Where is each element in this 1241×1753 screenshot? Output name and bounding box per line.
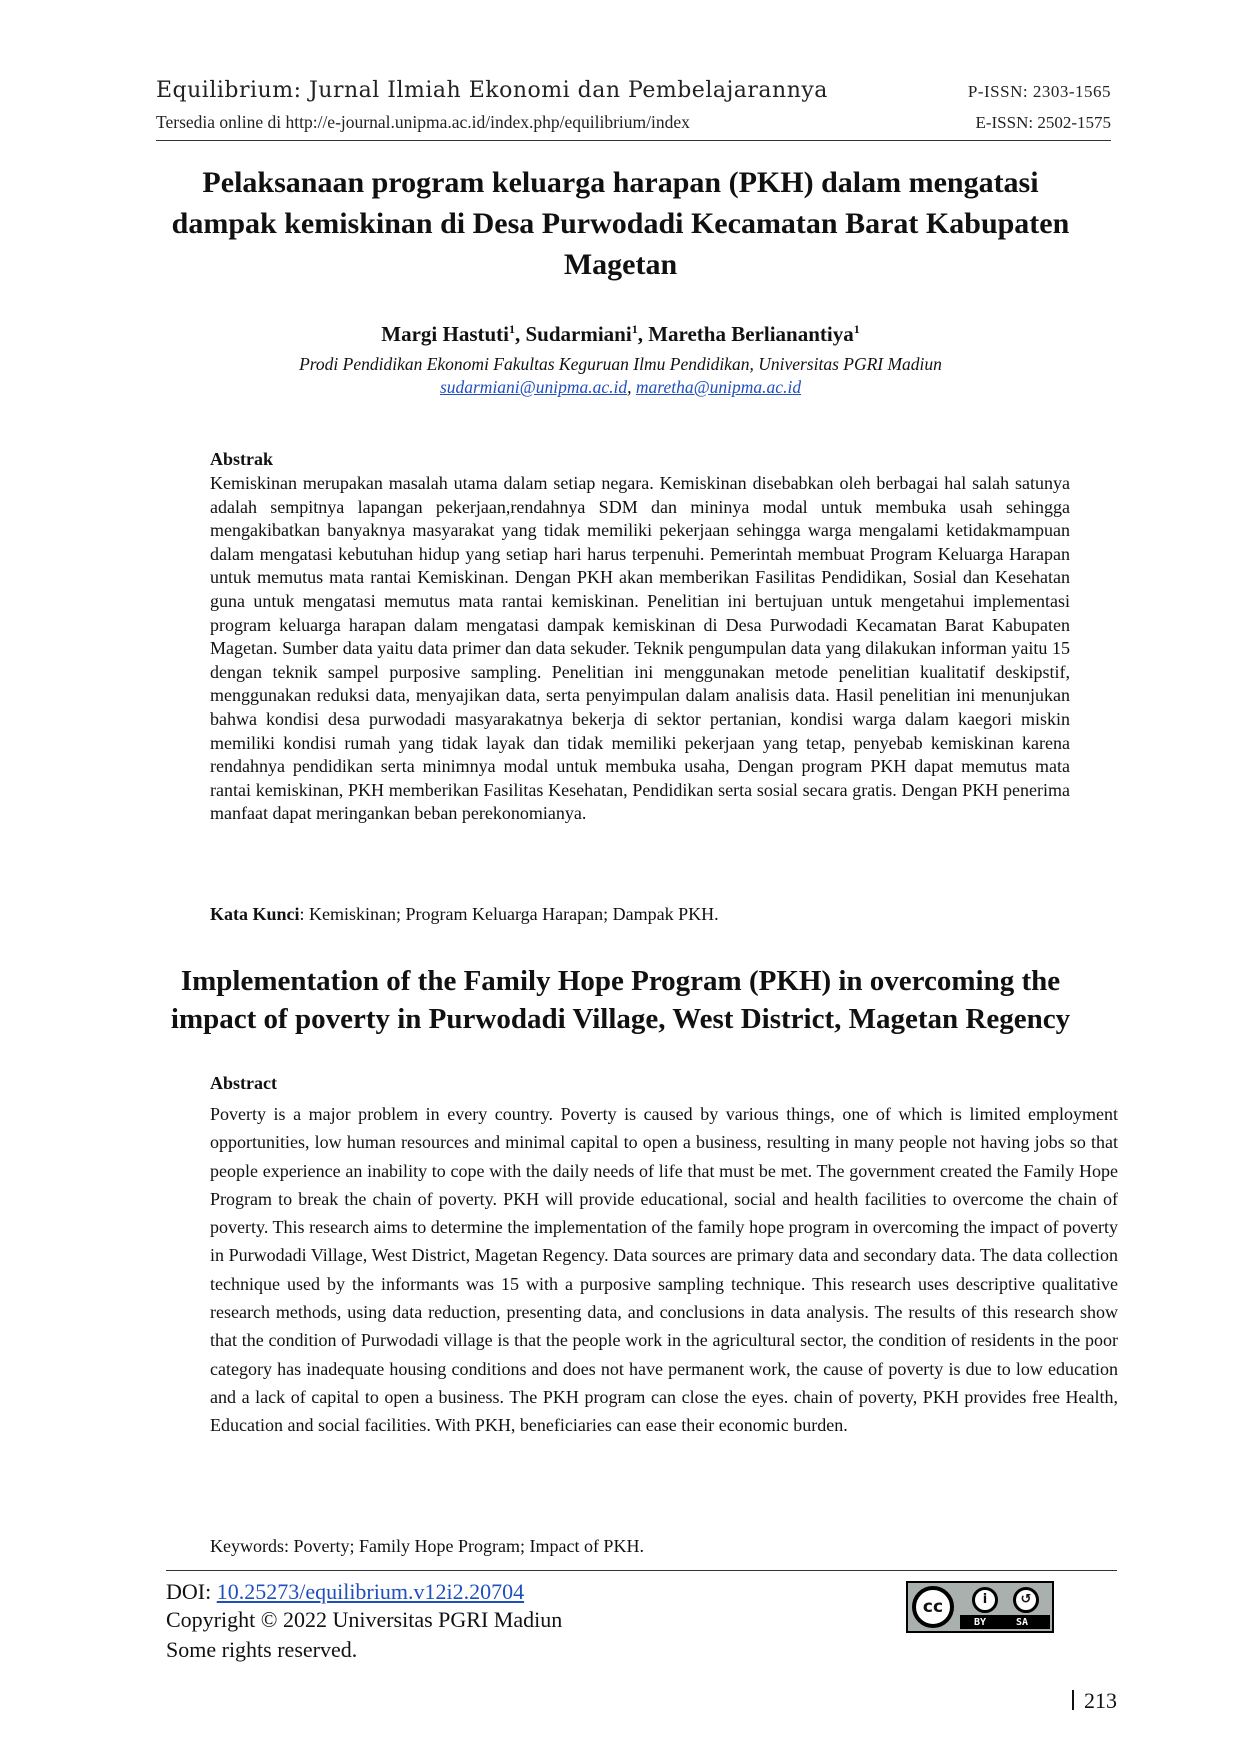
author-affiliation-mark: 1 (509, 322, 515, 336)
author-emails: sudarmiani@unipma.ac.id, maretha@unipma.ac.id (439, 377, 802, 397)
sa-label: SA (1016, 1617, 1029, 1628)
abstract-indonesian-body: Kemiskinan merupakan masalah utama dalam setiap negara. Kemiskinan disebabkan oleh berbagai hal salah satunya adalah sempitnya lapangan pekerjaan,rendahnya SDM dan mininya modal untuk membuka usah sehingga mengakibatkan banyaknya masyarakat yang tidak memiliki pekerjaan sehingga warga mengalami ketidakmampuan dalam mengatasi kebutuhan hidup yang setiap hari harus terpenuhi. Pemerintah membuat Program Keluarga Harapan untuk memutus mata rantai Kemiskinan. Dengan PKH akan memberikan Fasilitas Pendidikan, Sosial dan Kesehatan guna untuk mengatasi memutus mata rantai kemiskinan. Penelitian ini bertujuan untuk mengetahui implementasi program keluarga harapan dalam mengatasi dampak kemiskinan di Desa Purwodadi Kecamatan Barat Kabupaten Magetan. Sumber data yaitu data primer dan data sekuder. Teknik pengumpulan data yang dilakukan informan yaitu 15 dengan teknik sampel purposive sampling. Penelitian ini menggunakan metode penelitian kualitatif deskipstif, menggunakan reduksi data, menyajikan data, serta penyimpulan dalam analisis data. Hasil penelitian ini menunjukan bahwa kondisi desa purwodadi masyarakatnya bekerja di sektor pertanian, kondisi warga dalam kaegori miskin memiliki kondisi rumah yang tidak layak dan tidak memiliki pekerjaan yang tetap, penyebab kemiskinan karena rendahnya pendidikan serta minimnya modal untuk membuka usaha, Dengan program PKH dapat memutus mata rantai kemiskinan, PKH memberikan Fasilitas Kesehatan, Pendidikan serta sosial secara gratis. Dengan PKH penerima manfaat dapat meringankan beban perekonomianya. (210, 473, 1070, 824)
keywords-indonesian (210, 904, 719, 925)
journal-name: Equilibrium: Jurnal Ilmiah Ekonomi dan Pembelajarannya (156, 78, 828, 103)
online-availability-row (156, 112, 1111, 133)
abstract-english-body: Poverty is a major problem in every country. Poverty is caused by various things, one of which is limited employment opportunities, low human resources and minimal capital to open a business, resulting in many people not having jobs so that people experience an inability to cope with the daily needs of life that must be met. The government created the Family Hope Program to break the chain of poverty. PKH will provide educational, social and health facilities to overcome the chain of poverty. This research aims to determine the implementation of the family hope program in overcoming the impact of poverty in Purwodadi Village, West District, Magetan Regency. Data sources are primary data and secondary data. The data collection technique used by the informants was 15 with a purposive sampling technique. This research uses descriptive qualitative research methods, using data reduction, presenting data, and conclusions in data analysis. The results of this research show that the condition of Purwodadi village is that the people work in the agricultural sector, the condition of residents in the poor category has inadequate housing conditions and does not have permanent work, the cause of poverty is due to low education and a lack of capital to open a business. The PKH program can close the eyes. chain of poverty, PKH provides free Health, Education and social facilities. With PKH, beneficiaries can ease their economic burden. (210, 1104, 1118, 1436)
author-name: Sudarmiani (525, 322, 632, 346)
p-issn: P-ISSN: 2303-1565 (967, 82, 1111, 101)
by-label: BY (974, 1617, 987, 1628)
author-affiliation: Prodi Pendidikan Ekonomi Fakultas Keguruan Ilmu Pendidikan, Universitas PGRI Madiun (299, 354, 942, 374)
footer-divider (166, 1570, 1117, 1571)
copyright-notice: Copyright © 2022 Universitas PGRI Madiun (166, 1607, 563, 1632)
email-link-maretha[interactable]: maretha@unipma.ac.id (635, 377, 802, 397)
online-url-text: Tersedia online di http://e-journal.unipma.ac.id/index.php/equilibrium/index (156, 112, 690, 132)
author-name: Maretha Berlianantiya (648, 322, 854, 346)
rights-notice: Some rights reserved. (166, 1637, 358, 1662)
page-number-divider (1072, 1690, 1074, 1710)
creative-commons-icon: cc (912, 1586, 954, 1628)
keywords-list: : Kemiskinan; Program Keluarga Harapan; Dampak PKH. (299, 904, 719, 924)
journal-header (156, 78, 1111, 103)
author-list: Margi Hastuti$^1$, Sudarmiani$^1$, Maretha Berlianantiya$^1$ (381, 322, 860, 346)
article-title-indonesian: Pelaksanaan program keluarga harapan (PKH) dalam mengatasi dampak kemiskinan di Desa Purwodadi Kecamatan Barat Kabupaten Magetan (171, 166, 1070, 281)
doi-line: DOI: 10.25273/equilibrium.v12i2.20704 (166, 1579, 525, 1604)
email-link-sudarmiani[interactable]: sudarmiani@unipma.ac.id (439, 377, 628, 397)
share-alike-icon: ↺ (1013, 1587, 1039, 1613)
doi-link[interactable]: 10.25273/equilibrium.v12i2.20704 (216, 1579, 525, 1604)
abstract-english-heading: Abstract (210, 1073, 277, 1093)
author-name: Margi Hastuti (381, 322, 509, 346)
author-affiliation-mark: 1 (853, 322, 860, 336)
author-affiliation-mark: 1 (631, 322, 638, 336)
e-issn: E-ISSN: 2502-1575 (975, 113, 1111, 132)
attribution-person-icon: i (972, 1587, 998, 1613)
keywords-label: Kata Kunci (210, 904, 300, 924)
article-title-english: Implementation of the Family Hope Program (PKH) in overcoming the impact of poverty in Purwodadi Village, West District, Magetan Regency (170, 965, 1071, 1035)
header-divider (156, 140, 1111, 141)
cc-by-sa-license-badge[interactable] (906, 1581, 1054, 1633)
keywords-english: Keywords: Poverty; Family Hope Program; Impact of PKH. (210, 1536, 644, 1556)
abstract-indonesian-heading: Abstrak (210, 449, 274, 469)
page-number: 213 (1072, 1688, 1117, 1714)
